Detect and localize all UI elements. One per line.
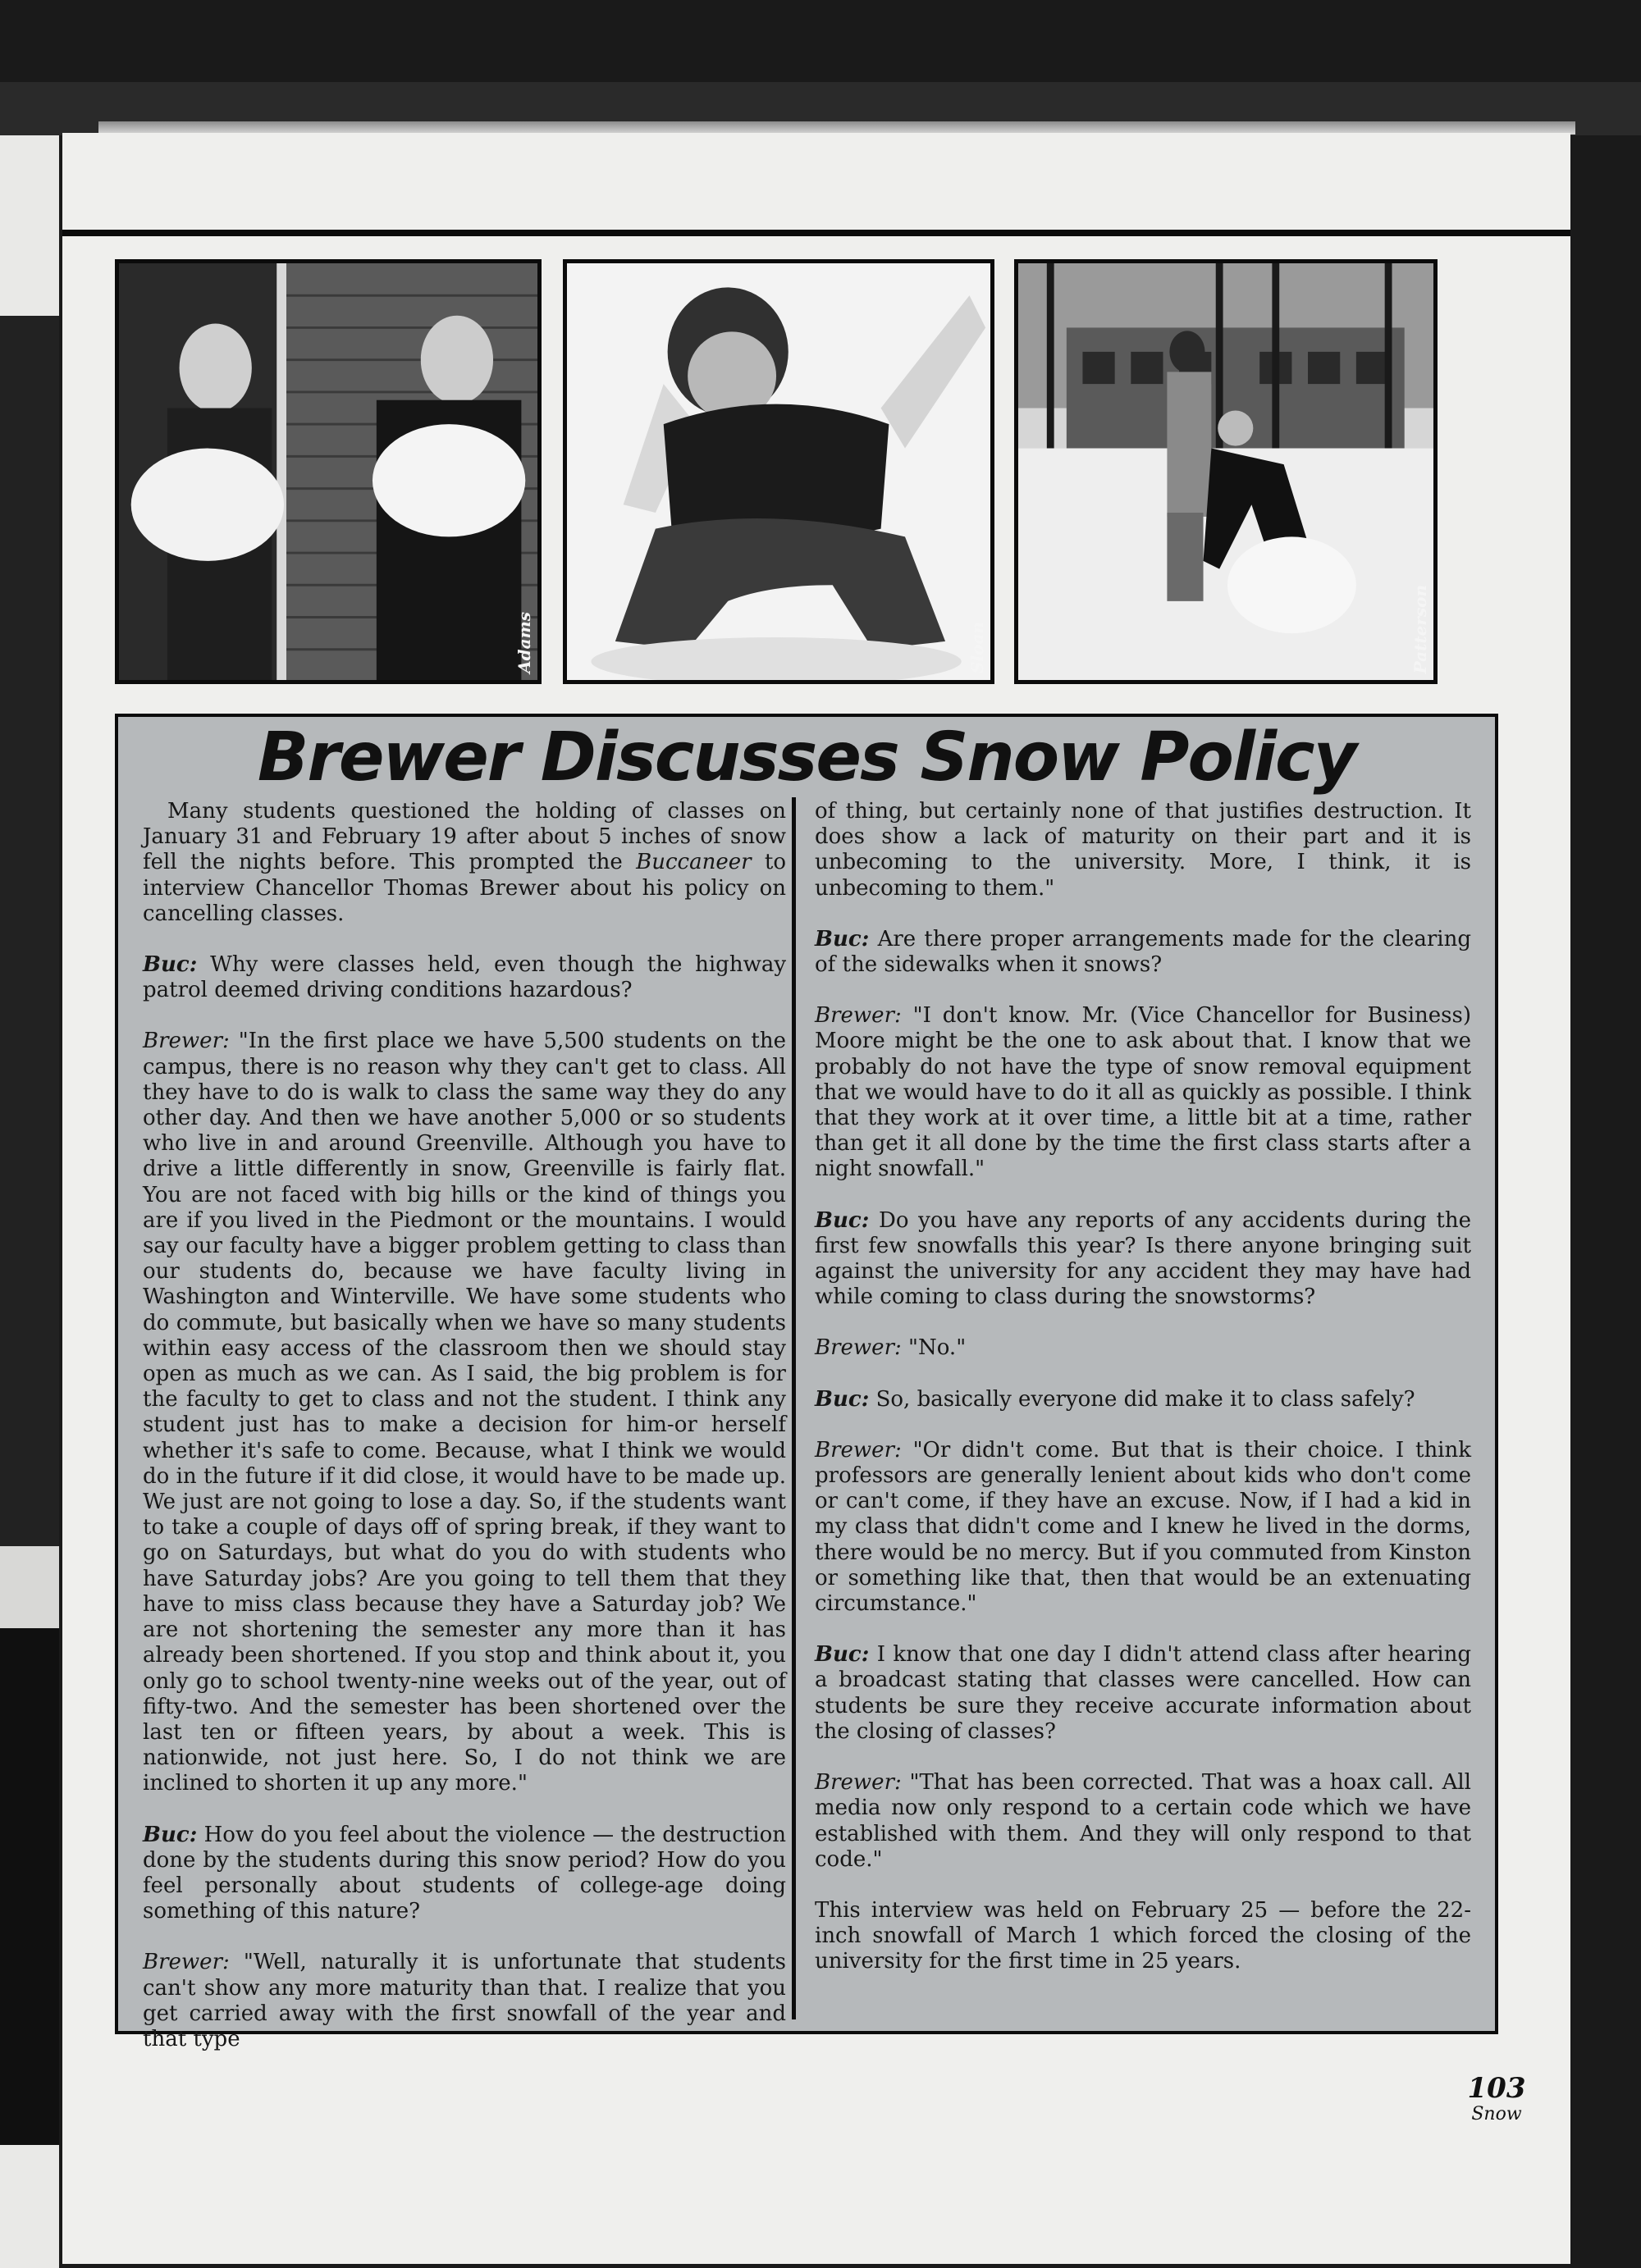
qa-paragraph [815,1003,1471,1182]
intro-text-end: to interview Chancellor Thomas Brewer about his policy on cancelling classes. [143,850,787,926]
qa-text: So, basically everyone did make it to class safely? [875,1386,1415,1412]
closing-note: This interview was held on February 25 — before the 22-inch snowfall of March 1 which forced the closing of the university for the first time in 25 years. [815,1897,1471,1974]
photo-snowman [1014,259,1438,684]
facing-page-edge [0,135,59,2268]
qa-paragraph [815,927,1471,978]
qa-text: "No." [908,1335,967,1361]
speaker-label: Buc: [815,1386,870,1412]
photo-sliding [563,259,994,684]
speaker-label: Brewer: [815,1770,902,1796]
speaker-label: Brewer: [815,1335,902,1361]
continuation-paragraph: of thing, but certainly none of that justifies destruction. It does show a lack of maturity on their part and it is unbecoming to the university. More, I think, it is unbecoming to them." [815,799,1471,901]
photo-credit: Adams [514,612,534,673]
intro-text: Many students questioned the holding of classes on January 31 and February 19 after about 5 inches of snow fell the nights before. This prompted the [143,799,786,875]
qa-text: Do you have any reports of any accidents during the first few snowfalls this year? Is there anyone bringing suit against the university for any accident they may have had while coming to class during the snowstorms? [815,1207,1472,1310]
qa-text: Why were classes held, even though the highway patrol deemed driving conditions hazardous? [143,952,787,1003]
article-column-left [143,799,786,2078]
qa-text: "Or didn't come. But that is their choice. I think professors are generally lenient about kids who don't come or can't come, if they have an excuse. Now, if I had a kid in my class that didn't come and I knew he lived in the dorms, there would be no mercy. But if you commuted from Kinston or something like that, then that would be an extenuating circumstance." [815,1437,1472,1617]
qa-paragraph [143,1823,786,1925]
qa-text: "In the first place we have 5,500 students on the campus, there is no reason why they can't get to class. All they have to do is walk to class the same way they do any other day. And then we have another 5,000 or so students who live in and around Greenville. Although you have to drive a little differently in snow, Greenville is fairly flat. You are not faced with big hills or the kind of things you are if you lived in the Piedmont or the mountains. I would say our faculty have a bigger problem getting to class than our students do, because we have faculty living in Washington and Winterville. We have some students who do commute, but basically when we have so many students within easy access of the classroom then we should stay open as much as we can. As I said, the big problem is for the faculty to get to class and not the student. I think any student just has to make a decision for him-or herself whether it's safe to come. Because, what I think we would do in the future if it did close, it would have to be made up. We just are not going to lose a day. So, if the students want to take a couple of days off of spring break, if they want to go on Saturdays, but what do you do with students who have Saturday jobs? Are you going to tell them that they have to miss class because they have a Saturday job? We are not shortening the semester any more than it has already been shortened. If you stop and think about it, you only go to school twenty-nine weeks out of the year, out of fifty-two. And the semester has been shortened over the last ten or fifteen years, by about a week. This is nationwide, not just here. So, I do not think we are inclined to shorten it up any more." [143,1029,786,1796]
qa-text: "Well, naturally it is unfortunate that students can't show any more maturity than that. I realize that you get carried away with the first snowfall of the year and that type [143,1950,787,2051]
qa-paragraph [815,1208,1471,1311]
qa-paragraph [815,1387,1471,1412]
speaker-label: Brewer: [143,1029,230,1054]
headline: Brewer Discusses Snow Policy [257,719,1356,796]
folio [1464,2073,1529,2125]
photo-credit: Patterson [1410,584,1430,673]
qa-text: Are there proper arrangements made for the clearing of the sidewalks when it snows? [815,926,1472,978]
photo-credit: Sloan [967,622,987,673]
speaker-label: Buc: [143,952,198,978]
article-column-right [815,799,1471,2001]
qa-text: "That has been corrected. That was a hoax call. All media now only respond to a certain code which we have established with them. And they will only respond to that code." [815,1770,1471,1872]
newspaper-name: Buccaneer [636,850,752,875]
qa-paragraph [143,1950,786,2052]
facing-page-photo [0,316,59,1546]
speaker-label: Buc: [815,926,870,951]
article-box [115,714,1498,2051]
column-divider [792,797,796,2019]
facing-page-photo-2 [0,1628,59,2145]
qa-paragraph [143,1029,786,1796]
photo-snowballs [115,259,542,684]
page-number: 103 [1467,2072,1526,2105]
qa-text: How do you feel about the violence — the destruction done by the students during this snow period? How do you feel personally about students of college-age doing something of this nature? [143,1822,787,1924]
speaker-label: Brewer: [815,1003,902,1029]
qa-text: "I don't know. Mr. (Vice Chancellor for Business) Moore might be the one to ask about that. I know that we probably do not have the type of snow removal equipment that we would have to do it all as quickly as possible. I think that they work at it over time, a little bit at a time, rather than get it all done by the time the first class starts after a night snowfall." [815,1003,1471,1182]
speaker-label: Brewer: [815,1437,902,1463]
qa-paragraph [815,1770,1471,1873]
intro-paragraph [143,799,786,927]
speaker-label: Buc: [815,1642,870,1668]
top-rule [62,230,1570,236]
qa-text: I know that one day I didn't attend class after hearing a broadcast stating that classes were cancelled. How can students be sure they receive accurate information about the closing of classes? [815,1642,1471,1744]
qa-paragraph [815,1335,1471,1361]
qa-paragraph [815,1438,1471,1617]
qa-paragraph [143,952,786,1003]
section-name: Snow [1471,2104,1522,2124]
speaker-label: Buc: [143,1822,198,1847]
speaker-label: Buc: [815,1207,870,1233]
speaker-label: Brewer: [143,1950,230,1975]
facing-page-gap [0,1546,59,1628]
qa-paragraph [815,1642,1471,1745]
